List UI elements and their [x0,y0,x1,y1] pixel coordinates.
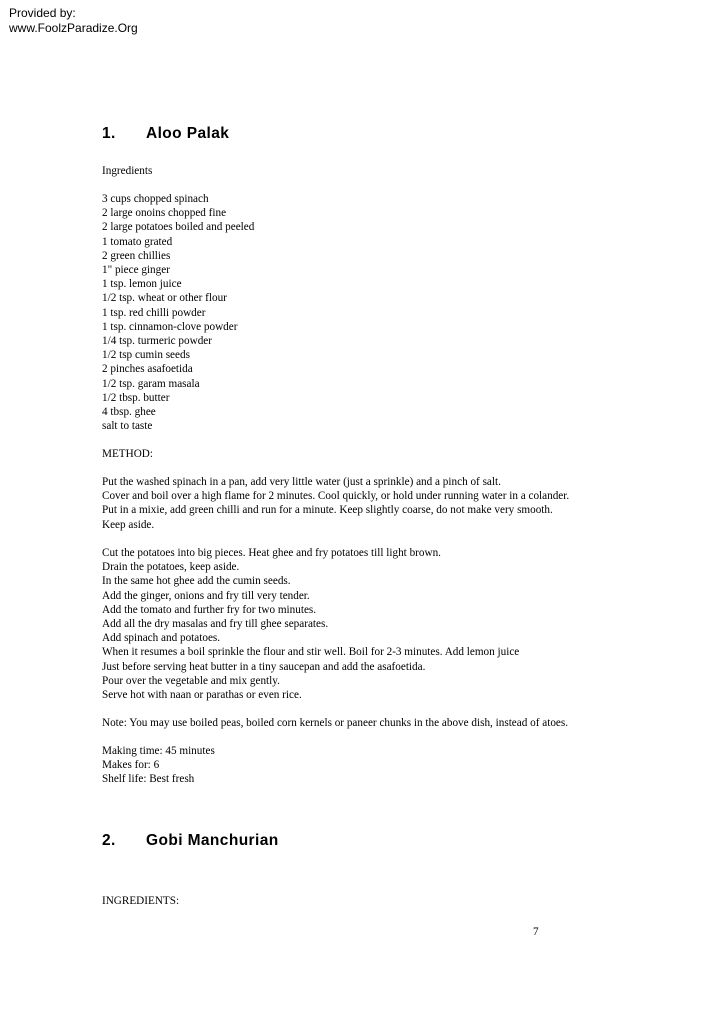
method-line: In the same hot ghee add the cumin seeds. [102,575,291,588]
ingredient-item: 2 green chillies [102,249,171,262]
method-paragraph-2 [102,546,519,702]
ingredient-item: 1/2 tsp. wheat or other flour [102,292,227,305]
ingredient-item: 2 large onoins chopped fine [102,207,227,220]
method-line: Put in a mixie, add green chilli and run for a minute. Keep slightly coarse, do not make very smooth. [102,504,553,517]
ingredient-item: 1 tsp. cinnamon-clove powder [102,320,238,333]
provider-url: www.FoolzParadize.Org [9,21,138,35]
recipe-title: Aloo Palak [146,125,230,142]
ingredient-item: 2 pinches asafoetida [102,363,193,376]
method-line: Add all the dry masalas and fry till ghee separates. [102,618,329,631]
method-line: Pour over the vegetable and mix gently. [102,674,280,687]
ingredient-item: salt to taste [102,420,153,433]
method-line: Just before serving heat butter in a tiny saucepan and add the asafoetida. [102,660,426,673]
method-line: Put the washed spinach in a pan, add very little water (just a sprinkle) and a pinch of salt. [102,476,501,488]
ingredient-item: 4 tbsp. ghee [102,406,156,419]
shelf-life: Shelf life: Best fresh [102,773,195,786]
provided-by-label: Provided by: [9,6,76,20]
ingredients-label: INGREDIENTS: [102,895,180,907]
recipe-number: 1. [102,125,116,142]
ingredient-item: 1/2 tsp cumin seeds [102,349,190,362]
method-line: Add the ginger, onions and fry till very tender. [102,589,310,602]
method-line: Add spinach and potatoes. [102,632,221,645]
ingredient-item: 1 tomato grated [102,235,173,248]
method-line: Cover and boil over a high flame for 2 minutes. Cool quickly, or hold under running water in a colander. [102,490,570,503]
ingredient-item: 1/4 tsp. turmeric powder [102,335,212,348]
method-paragraph-1 [102,475,569,532]
recipe-title: Gobi Manchurian [146,832,279,849]
recipe-number: 2. [102,832,116,849]
method-line: Serve hot with naan or parathas or even rice. [102,689,302,702]
ingredient-item: 1/2 tsp. garam masala [102,377,200,390]
provider-watermark [9,6,138,36]
ingredients-list [102,192,254,433]
ingredient-item: 1/2 tbsp. butter [102,391,170,404]
recipe-details [102,744,215,787]
method-line: Keep aside. [102,518,155,531]
method-label: METHOD: [102,448,153,460]
recipe-heading-gobi-manchurian [102,832,279,850]
ingredient-item: 3 cups chopped spinach [102,193,209,205]
ingredients-label: Ingredients [102,165,153,177]
recipe-heading-aloo-palak [102,125,229,143]
method-line: Add the tomato and further fry for two minutes. [102,603,317,616]
ingredient-item: 2 large potatoes boiled and peeled [102,221,255,234]
method-line: Drain the potatoes, keep aside. [102,561,240,574]
ingredient-item: 1" piece ginger [102,264,170,277]
recipe-note: Note: You may use boiled peas, boiled corn kernels or paneer chunks in the above dish, instead of atoes. [102,717,569,729]
ingredient-item: 1 tsp. red chilli powder [102,306,206,319]
page-number: 7 [533,926,539,938]
makes-for: Makes for: 6 [102,759,160,772]
ingredient-item: 1 tsp. lemon juice [102,278,182,291]
method-line: When it resumes a boil sprinkle the flour and stir well. Boil for 2-3 minutes. Add lemon juice [102,646,520,659]
method-line: Cut the potatoes into big pieces. Heat ghee and fry potatoes till light brown. [102,547,441,559]
making-time: Making time: 45 minutes [102,745,215,757]
